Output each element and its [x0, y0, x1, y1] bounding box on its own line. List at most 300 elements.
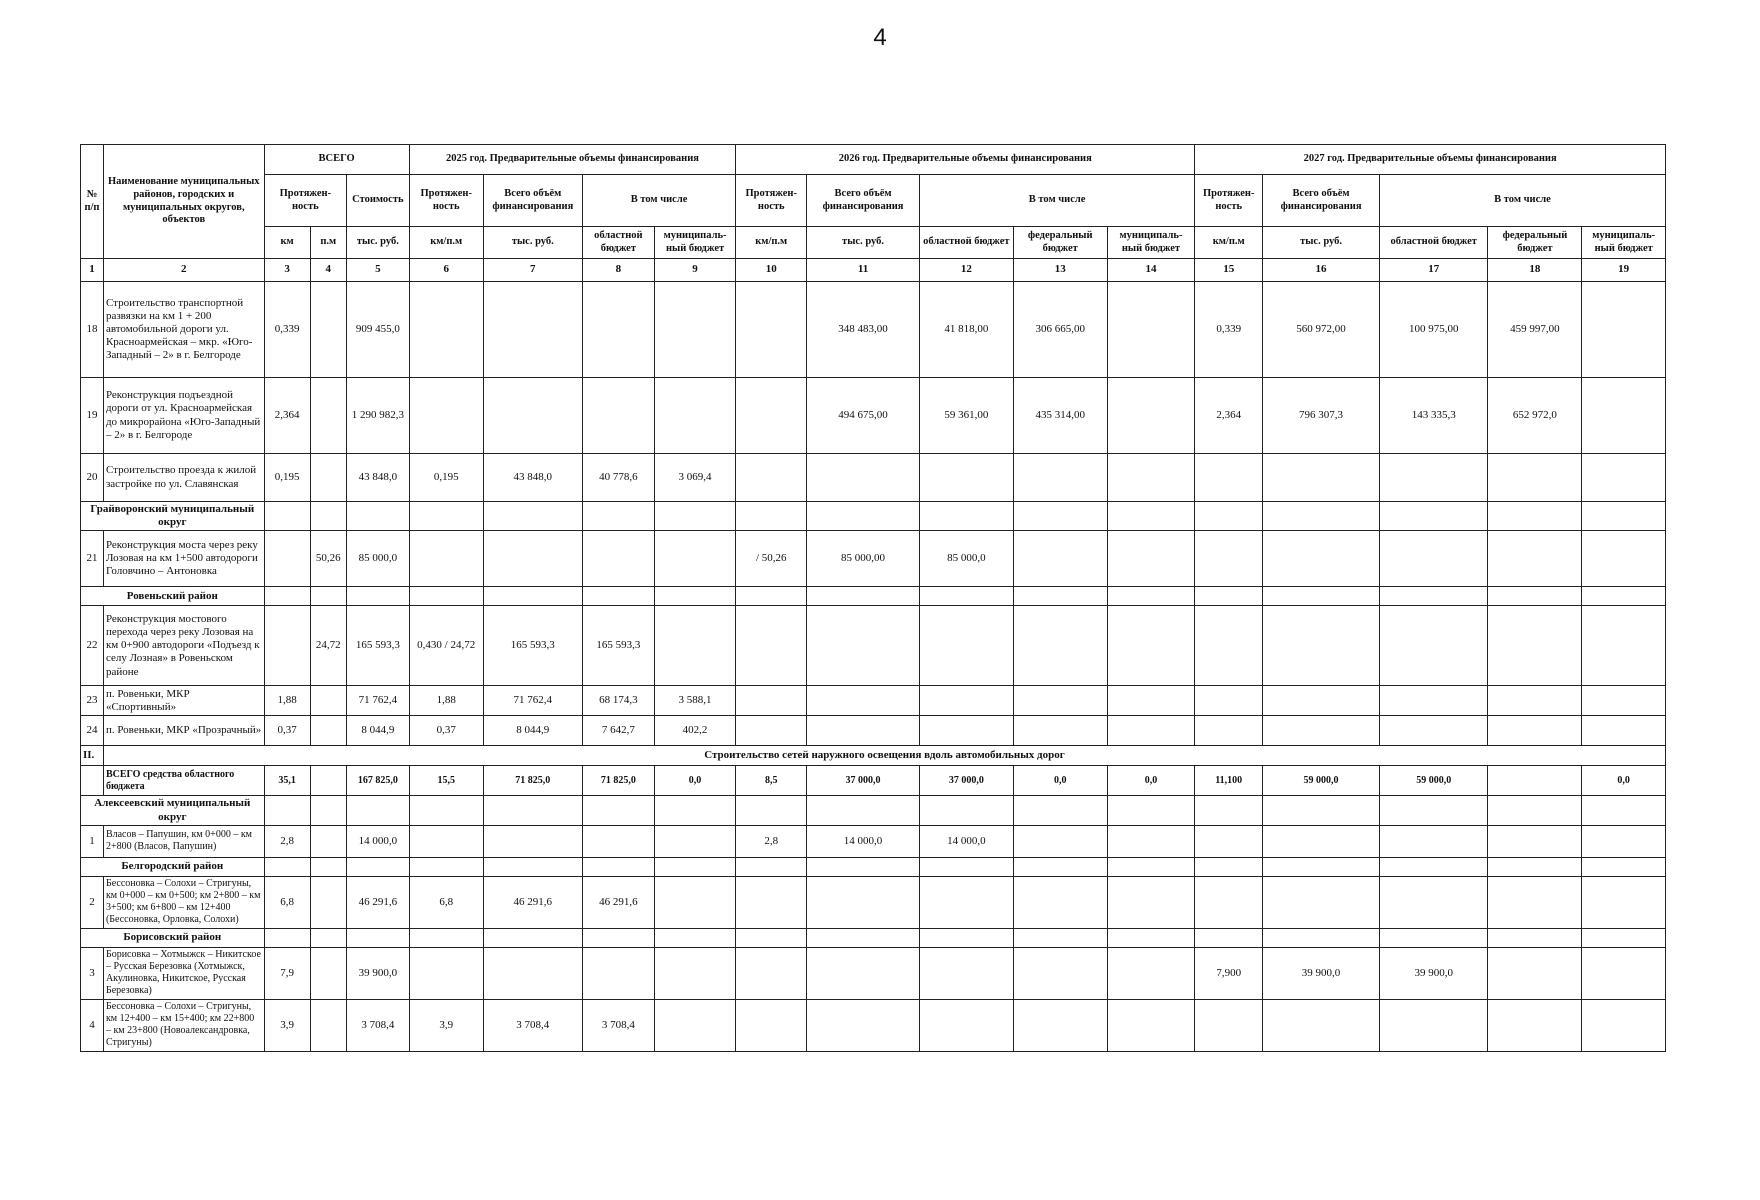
object-name: Строительство транспортной развязки на км 1 + 200 автомобильной дороги ул. Красноармейская – мкр. «Юго-Западный – 2» в г. Белгороде	[103, 282, 264, 378]
table-cell: 796 307,3	[1263, 378, 1380, 454]
table-cell: 100 975,00	[1379, 282, 1488, 378]
table-cell: 85 000,0	[919, 531, 1013, 587]
header-regional-2026: областной бюджет	[919, 227, 1013, 259]
column-number-11: 11	[807, 259, 920, 282]
section-title: Грайворонский муниципальный округ	[81, 502, 265, 531]
table-cell	[654, 531, 735, 587]
table-cell: 0,0	[1107, 766, 1195, 796]
column-number-15: 15	[1195, 259, 1263, 282]
table-cell: 3 708,4	[347, 999, 410, 1051]
table-cell	[919, 876, 1013, 928]
table-cell	[1488, 796, 1582, 825]
table-cell	[919, 454, 1013, 502]
table-cell	[1195, 531, 1263, 587]
table-cell	[736, 857, 807, 876]
object-name: п. Ровеньки, МКР «Спортивный»	[103, 686, 264, 716]
table-cell	[409, 857, 483, 876]
table-cell: 3,9	[409, 999, 483, 1051]
table-cell: 8 044,9	[347, 716, 410, 746]
table-cell	[1582, 857, 1666, 876]
table-cell	[483, 825, 582, 857]
object-name: Власов – Папушин, км 0+000 – км 2+800 (Власов, Папушин)	[103, 825, 264, 857]
table-cell: 2,8	[736, 825, 807, 857]
section-row	[81, 928, 1666, 947]
table-cell	[807, 716, 920, 746]
table-cell	[1379, 716, 1488, 746]
table-cell	[264, 502, 310, 531]
table-cell	[654, 587, 735, 606]
object-name: п. Ровеньки, МКР «Прозрачный»	[103, 716, 264, 746]
table-row	[81, 606, 1666, 686]
table-cell	[1379, 928, 1488, 947]
table-cell	[310, 502, 347, 531]
table-cell: 2,364	[1195, 378, 1263, 454]
table-cell	[807, 947, 920, 999]
table-cell	[582, 796, 654, 825]
table-cell	[736, 454, 807, 502]
table-cell	[310, 716, 347, 746]
table-cell	[919, 928, 1013, 947]
table-cell: 3 588,1	[654, 686, 735, 716]
table-cell	[1582, 876, 1666, 928]
header-municipal-2027: муниципаль-ный бюджет	[1582, 227, 1666, 259]
table-cell: 59 000,0	[1263, 766, 1380, 796]
table-cell	[310, 928, 347, 947]
table-cell	[1379, 606, 1488, 686]
table-cell	[582, 928, 654, 947]
section-title: Ровеньский район	[81, 587, 265, 606]
table-row	[81, 378, 1666, 454]
table-cell	[919, 502, 1013, 531]
table-cell	[807, 876, 920, 928]
table-cell	[1107, 876, 1195, 928]
header-municipal-2025: муниципаль-ный бюджет	[654, 227, 735, 259]
table-cell	[919, 857, 1013, 876]
table-cell	[1379, 857, 1488, 876]
table-cell	[1195, 825, 1263, 857]
table-cell	[1488, 716, 1582, 746]
table-cell	[1107, 825, 1195, 857]
table-cell	[654, 606, 735, 686]
table-cell	[736, 606, 807, 686]
table-cell	[1488, 947, 1582, 999]
table-cell	[1263, 876, 1380, 928]
table-cell	[1107, 531, 1195, 587]
column-number-17: 17	[1379, 259, 1488, 282]
row-number: 22	[81, 606, 104, 686]
table-cell: 71 825,0	[582, 766, 654, 796]
table-cell	[1195, 587, 1263, 606]
table-cell	[654, 999, 735, 1051]
table-cell	[409, 378, 483, 454]
total-row	[81, 766, 1666, 796]
object-name: Борисовка – Хотмыжск – Никитское – Русская Березовка (Хотмыжск, Акулиновка, Никитское, Русская Березовка)	[103, 947, 264, 999]
object-name: Реконструкция мостового перехода через реку Лозовая на км 0+900 автодороги «Подъезд к селу Лозная» в Ровеньском районе	[103, 606, 264, 686]
table-cell: 7 642,7	[582, 716, 654, 746]
table-cell	[1263, 716, 1380, 746]
table-cell	[1379, 876, 1488, 928]
table-cell	[1488, 999, 1582, 1051]
table-cell: 71 762,4	[483, 686, 582, 716]
object-name: Строительство проезда к жилой застройке по ул. Славянская	[103, 454, 264, 502]
row-number: 1	[81, 825, 104, 857]
table-cell	[654, 825, 735, 857]
table-cell	[1107, 999, 1195, 1051]
table-cell	[264, 531, 310, 587]
table-cell: 459 997,00	[1488, 282, 1582, 378]
table-cell: / 50,26	[736, 531, 807, 587]
table-cell	[1013, 716, 1107, 746]
header-volume-2026: Всего объём финансирования	[807, 175, 920, 227]
table-cell	[807, 606, 920, 686]
table-cell	[1013, 825, 1107, 857]
table-cell	[1582, 454, 1666, 502]
table-cell	[483, 282, 582, 378]
table-cell: 0,37	[264, 716, 310, 746]
table-cell	[409, 825, 483, 857]
table-cell	[264, 606, 310, 686]
table-cell	[1195, 716, 1263, 746]
header-municipal-2026: муниципаль-ный бюджет	[1107, 227, 1195, 259]
object-name: Реконструкция подъездной дороги от ул. Красноармейская до микрорайона «Юго-Западный – 2» в г. Белгороде	[103, 378, 264, 454]
table-cell	[1488, 454, 1582, 502]
section-number: II.	[81, 746, 104, 766]
header-incl-2026: В том числе	[919, 175, 1194, 227]
table-row	[81, 454, 1666, 502]
table-cell	[736, 876, 807, 928]
table-cell	[1582, 999, 1666, 1051]
table-cell	[1107, 716, 1195, 746]
table-cell: 46 291,6	[483, 876, 582, 928]
table-cell	[582, 531, 654, 587]
table-cell	[1263, 796, 1380, 825]
table-cell: 6,8	[264, 876, 310, 928]
table-cell: 35,1	[264, 766, 310, 796]
table-cell: 2,364	[264, 378, 310, 454]
table-cell: 85 000,0	[347, 531, 410, 587]
table-cell	[1107, 587, 1195, 606]
table-cell	[310, 587, 347, 606]
object-name: Бессоновка – Солохи – Стригуны, км 12+400 – км 15+400; км 22+800 – км 23+800 (Новоалександровка, Стригуны)	[103, 999, 264, 1051]
table-cell	[483, 947, 582, 999]
row-number: 23	[81, 686, 104, 716]
table-cell: 41 818,00	[919, 282, 1013, 378]
table-cell	[1013, 606, 1107, 686]
column-number-19: 19	[1582, 259, 1666, 282]
table-cell	[483, 502, 582, 531]
header-length-2025: Протяжен-ность	[409, 175, 483, 227]
table-cell	[1488, 606, 1582, 686]
column-number-row	[81, 259, 1666, 282]
table-cell	[1582, 928, 1666, 947]
table-cell	[582, 587, 654, 606]
table-cell: 7,9	[264, 947, 310, 999]
row-number: 18	[81, 282, 104, 378]
table-cell	[347, 502, 410, 531]
table-cell	[1263, 857, 1380, 876]
table-row	[81, 716, 1666, 746]
table-cell	[409, 502, 483, 531]
table-cell	[654, 796, 735, 825]
table-cell: 37 000,0	[807, 766, 920, 796]
table-cell	[264, 857, 310, 876]
table-cell	[1488, 531, 1582, 587]
table-cell: 8 044,9	[483, 716, 582, 746]
column-number-9: 9	[654, 259, 735, 282]
table-cell	[1195, 999, 1263, 1051]
table-cell	[736, 999, 807, 1051]
table-cell: 14 000,0	[347, 825, 410, 857]
table-cell	[1107, 928, 1195, 947]
table-cell	[310, 947, 347, 999]
table-cell	[483, 587, 582, 606]
table-cell	[1107, 947, 1195, 999]
table-cell	[1107, 502, 1195, 531]
header-federal-2027: федеральный бюджет	[1488, 227, 1582, 259]
row-number: 20	[81, 454, 104, 502]
table-cell	[483, 531, 582, 587]
table-row	[81, 876, 1666, 928]
header-incl-2027: В том числе	[1379, 175, 1665, 227]
header-length-2027: Протяжен-ность	[1195, 175, 1263, 227]
header-2026: 2026 год. Предварительные объемы финансирования	[736, 145, 1195, 175]
table-cell	[582, 947, 654, 999]
table-cell	[1013, 686, 1107, 716]
table-cell: 3 069,4	[654, 454, 735, 502]
table-cell	[483, 857, 582, 876]
table-header	[81, 145, 1666, 259]
table-cell: 0,339	[1195, 282, 1263, 378]
table-cell	[264, 928, 310, 947]
table-row	[81, 947, 1666, 999]
financing-table	[80, 144, 1666, 1052]
table-cell	[1107, 378, 1195, 454]
table-cell	[483, 796, 582, 825]
table-cell: 494 675,00	[807, 378, 920, 454]
table-cell: 435 314,00	[1013, 378, 1107, 454]
table-cell	[310, 825, 347, 857]
table-cell	[582, 825, 654, 857]
table-cell	[1582, 796, 1666, 825]
table-cell	[1013, 947, 1107, 999]
table-cell	[1582, 282, 1666, 378]
section-row	[81, 587, 1666, 606]
table-cell: 68 174,3	[582, 686, 654, 716]
table-cell	[1107, 857, 1195, 876]
table-cell	[310, 796, 347, 825]
table-cell: 0,339	[264, 282, 310, 378]
table-cell: 165 593,3	[582, 606, 654, 686]
table-cell	[654, 857, 735, 876]
table-cell	[736, 796, 807, 825]
table-cell	[1379, 825, 1488, 857]
table-cell	[483, 928, 582, 947]
table-cell	[310, 766, 347, 796]
page-number: 4	[873, 24, 887, 51]
table-cell	[1263, 999, 1380, 1051]
table-cell	[1107, 686, 1195, 716]
table-cell	[1379, 587, 1488, 606]
section-title: Борисовский район	[81, 928, 265, 947]
table-cell	[1013, 587, 1107, 606]
table-cell: 24,72	[310, 606, 347, 686]
table-cell	[1582, 587, 1666, 606]
header-no: № п/п	[81, 145, 104, 259]
table-cell	[1582, 716, 1666, 746]
section-title: Белгородский район	[81, 857, 265, 876]
table-row	[81, 531, 1666, 587]
header-length-2026: Протяжен-ность	[736, 175, 807, 227]
table-cell	[1379, 531, 1488, 587]
table-cell: 348 483,00	[807, 282, 920, 378]
table-cell	[347, 796, 410, 825]
header-incl-2025: В том числе	[582, 175, 735, 227]
header-volume-2027: Всего объём финансирования	[1263, 175, 1380, 227]
table-cell	[310, 454, 347, 502]
table-cell: 652 972,0	[1488, 378, 1582, 454]
table-cell: 0,430 / 24,72	[409, 606, 483, 686]
table-cell	[1488, 825, 1582, 857]
column-number-14: 14	[1107, 259, 1195, 282]
table-cell	[919, 606, 1013, 686]
table-cell: 0,195	[409, 454, 483, 502]
table-cell	[807, 796, 920, 825]
table-cell	[1488, 876, 1582, 928]
header-regional-2025: областной бюджет	[582, 227, 654, 259]
table-cell	[582, 857, 654, 876]
section-title: Алексеевский муниципальный округ	[81, 796, 265, 825]
table-cell	[1013, 796, 1107, 825]
table-cell	[1195, 876, 1263, 928]
section-row	[81, 502, 1666, 531]
row-number: 24	[81, 716, 104, 746]
table-cell: 3,9	[264, 999, 310, 1051]
column-number-1: 1	[81, 259, 104, 282]
table-cell: 0,0	[1582, 766, 1666, 796]
header-kmpm-2026: км/п.м	[736, 227, 807, 259]
table-cell: 1,88	[409, 686, 483, 716]
table-cell	[654, 282, 735, 378]
table-cell	[736, 587, 807, 606]
table-cell	[264, 587, 310, 606]
table-cell	[1195, 606, 1263, 686]
table-cell	[1013, 502, 1107, 531]
table-cell	[310, 857, 347, 876]
table-cell	[1263, 928, 1380, 947]
object-name: Реконструкция моста через реку Лозовая на км 1+500 автодороги Головчино – Антоновка	[103, 531, 264, 587]
column-number-5: 5	[347, 259, 410, 282]
header-2027: 2027 год. Предварительные объемы финансирования	[1195, 145, 1666, 175]
column-number-4: 4	[310, 259, 347, 282]
table-cell	[1582, 686, 1666, 716]
table-cell	[1582, 947, 1666, 999]
table-cell	[1263, 606, 1380, 686]
table-cell	[1488, 587, 1582, 606]
table-cell	[347, 857, 410, 876]
table-cell	[1107, 282, 1195, 378]
column-number-7: 7	[483, 259, 582, 282]
table-cell	[1488, 686, 1582, 716]
table-cell	[919, 686, 1013, 716]
table-cell	[582, 378, 654, 454]
table-cell	[409, 587, 483, 606]
table-cell	[1488, 766, 1582, 796]
table-cell	[1582, 606, 1666, 686]
table-cell: 40 778,6	[582, 454, 654, 502]
column-number-16: 16	[1263, 259, 1380, 282]
table-cell: 8,5	[736, 766, 807, 796]
table-row	[81, 999, 1666, 1051]
column-number-8: 8	[582, 259, 654, 282]
table-cell	[409, 282, 483, 378]
table-cell	[1582, 531, 1666, 587]
table-cell	[1488, 857, 1582, 876]
table-cell: 71 825,0	[483, 766, 582, 796]
table-cell	[654, 947, 735, 999]
table-cell: 14 000,0	[919, 825, 1013, 857]
table-row	[81, 282, 1666, 378]
table-cell	[1263, 587, 1380, 606]
table-cell: 143 335,3	[1379, 378, 1488, 454]
table-cell	[736, 686, 807, 716]
table-cell	[310, 876, 347, 928]
table-cell: 11,100	[1195, 766, 1263, 796]
table-cell	[1263, 502, 1380, 531]
table-cell	[310, 282, 347, 378]
table-cell: 46 291,6	[347, 876, 410, 928]
table-cell: 2,8	[264, 825, 310, 857]
header-kmpm-2027: км/п.м	[1195, 227, 1263, 259]
table-row	[81, 686, 1666, 716]
table-cell	[310, 378, 347, 454]
table-cell: 14 000,0	[807, 825, 920, 857]
table-cell: 46 291,6	[582, 876, 654, 928]
table-cell	[654, 502, 735, 531]
table-cell	[807, 502, 920, 531]
table-cell	[1013, 531, 1107, 587]
table-cell	[919, 587, 1013, 606]
table-cell	[1195, 857, 1263, 876]
table-cell	[807, 857, 920, 876]
table-cell	[1013, 999, 1107, 1051]
header-federal-2026: федеральный бюджет	[1013, 227, 1107, 259]
table-cell: 0,195	[264, 454, 310, 502]
table-cell: 165 593,3	[483, 606, 582, 686]
column-number-10: 10	[736, 259, 807, 282]
table-cell	[409, 531, 483, 587]
table-cell: 39 900,0	[1379, 947, 1488, 999]
table-cell	[483, 378, 582, 454]
table-row	[81, 825, 1666, 857]
section-heading-row	[81, 746, 1666, 766]
table-cell	[919, 716, 1013, 746]
table-cell: 59 000,0	[1379, 766, 1488, 796]
table-cell: 37 000,0	[919, 766, 1013, 796]
table-cell: 3 708,4	[483, 999, 582, 1051]
column-number-6: 6	[409, 259, 483, 282]
table-cell	[1263, 686, 1380, 716]
table-cell	[736, 378, 807, 454]
table-cell	[264, 796, 310, 825]
table-cell	[1582, 502, 1666, 531]
table-cell	[807, 587, 920, 606]
table-cell	[919, 947, 1013, 999]
header-name: Наименование муниципальных районов, городских и муниципальных округов, объектов	[103, 145, 264, 259]
table-cell: 167 825,0	[347, 766, 410, 796]
table-cell	[736, 716, 807, 746]
row-number: 4	[81, 999, 104, 1051]
table-cell	[807, 454, 920, 502]
